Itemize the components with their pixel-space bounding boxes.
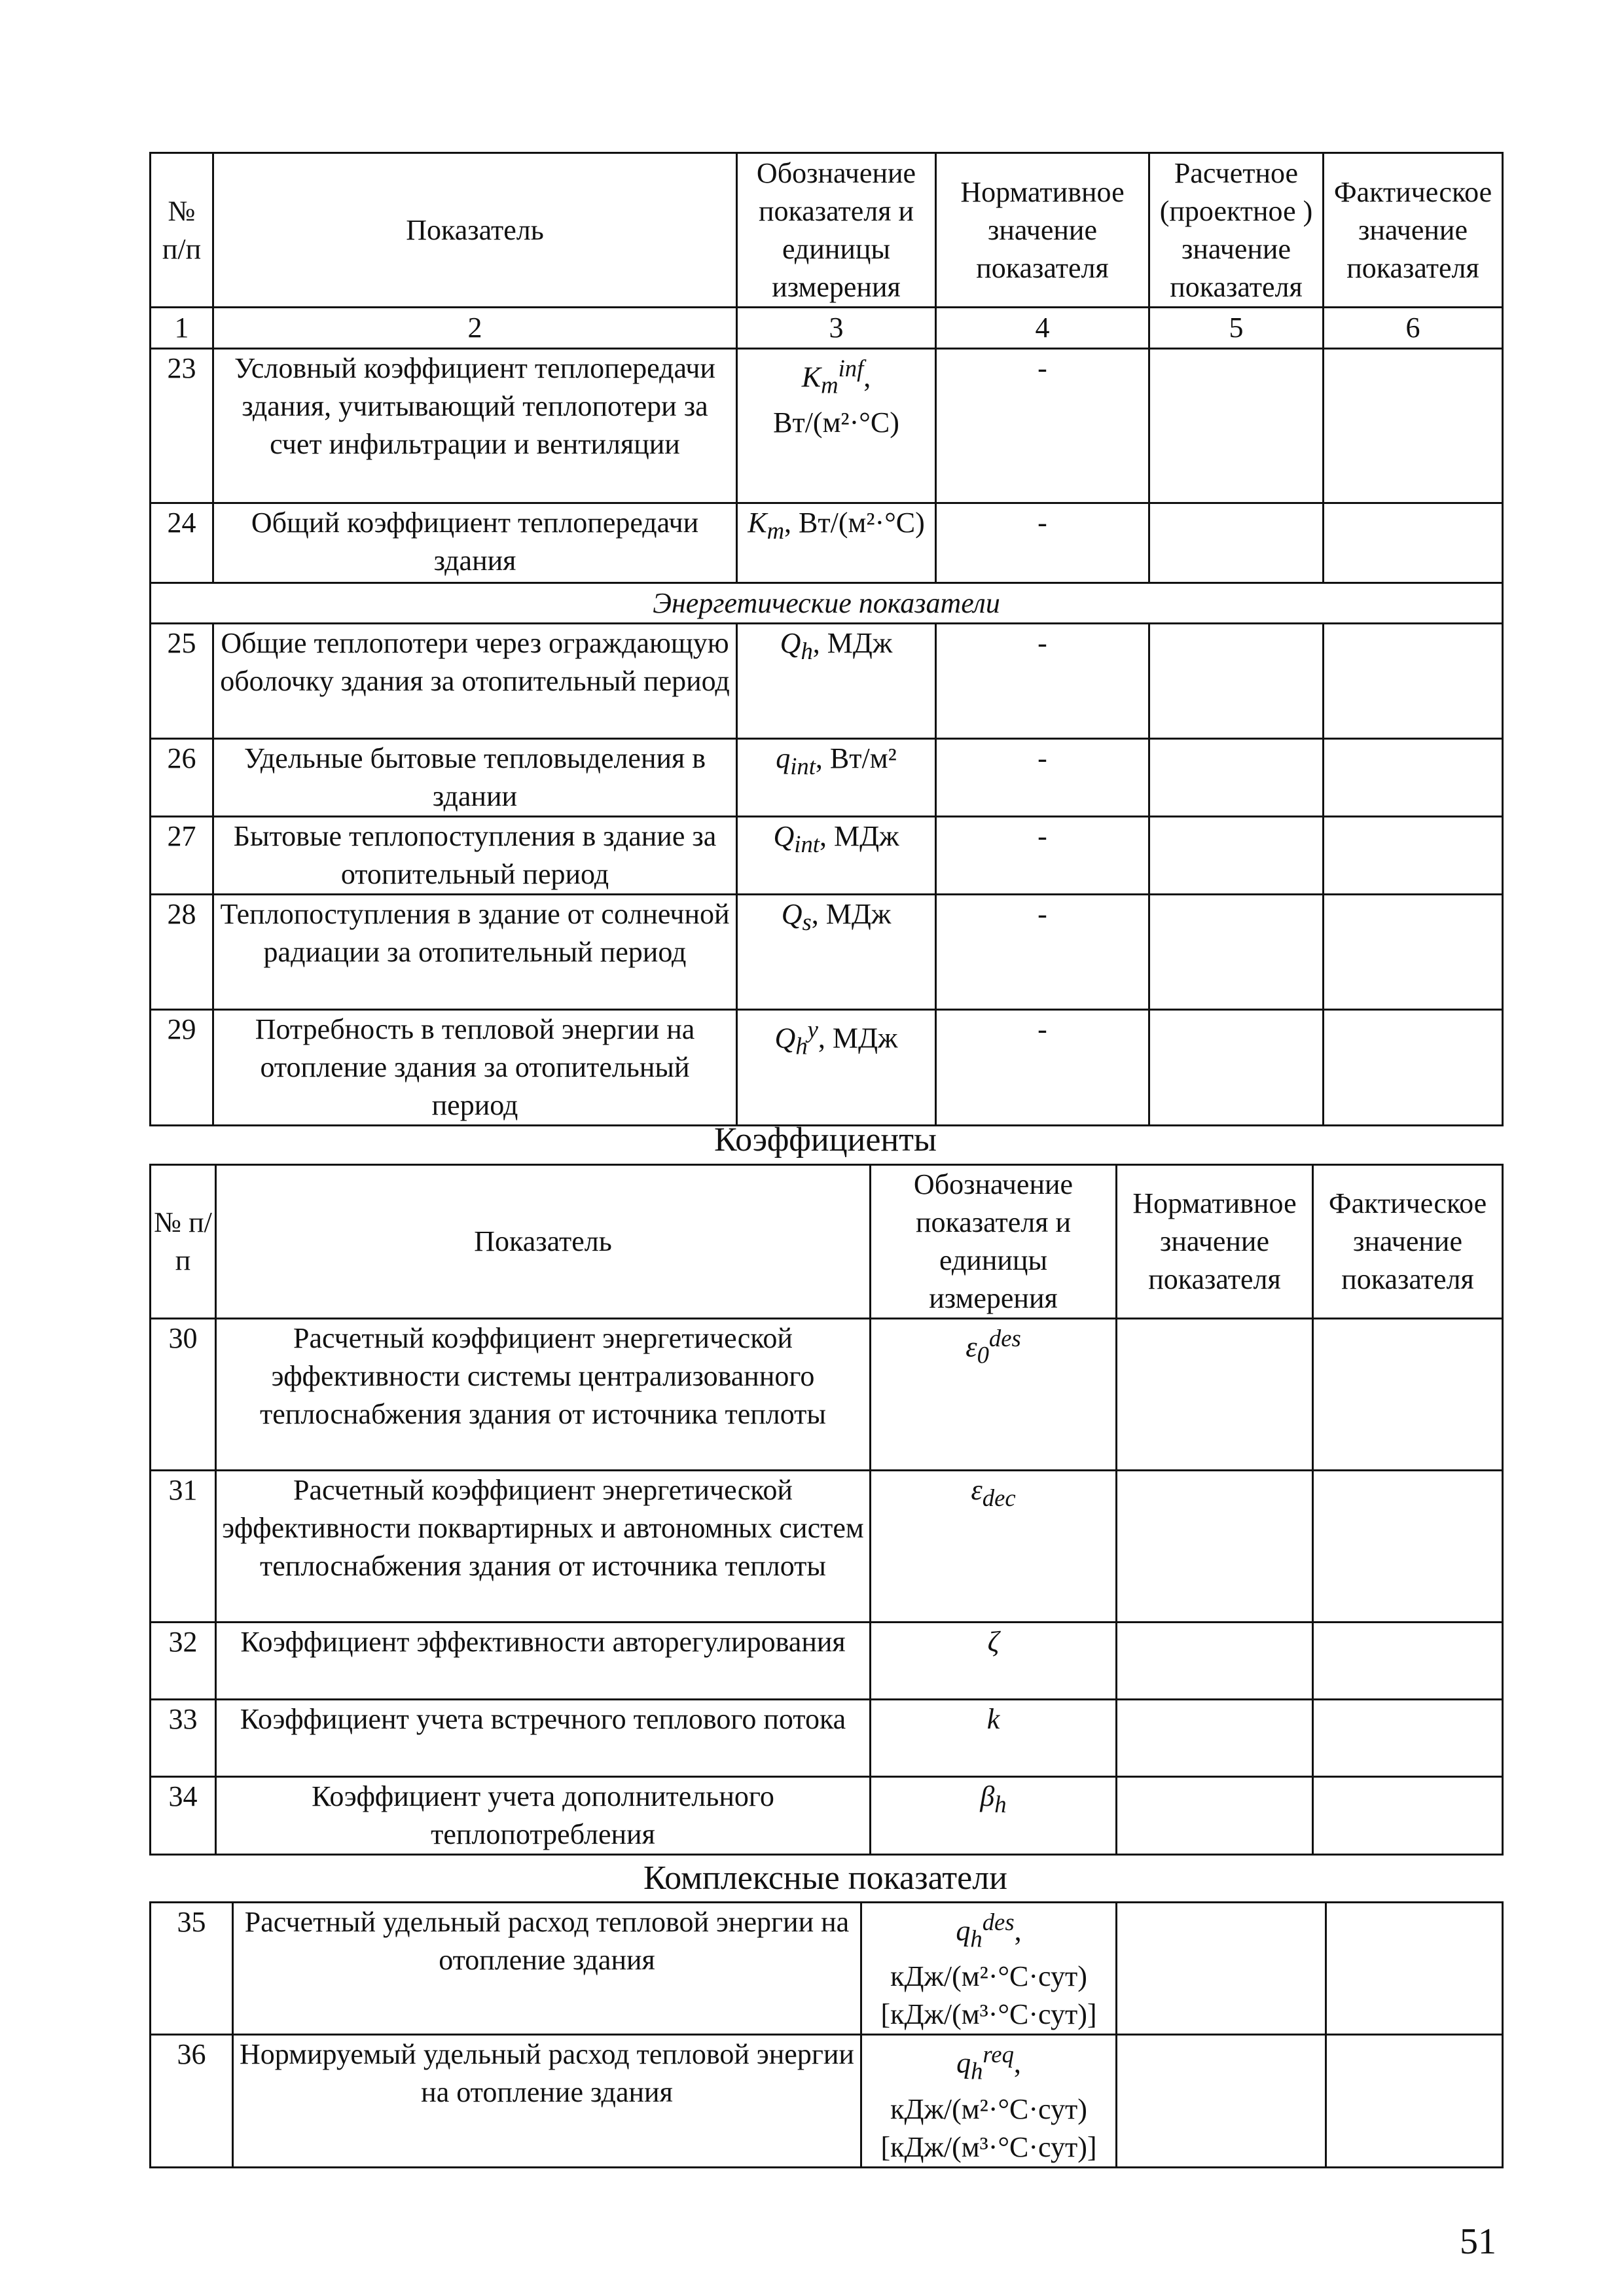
row-normative: - xyxy=(936,817,1149,895)
symbol-unit: кДж/(м²·°С·сут) xyxy=(890,1960,1087,1993)
symbol-sup: des xyxy=(982,1909,1015,1935)
row-num: 25 xyxy=(151,624,213,739)
symbol-letter: Q xyxy=(781,898,803,930)
row-actual xyxy=(1324,1010,1503,1126)
symbol-unit: , МДж xyxy=(819,820,899,852)
col-number: 5 xyxy=(1149,308,1324,349)
symbol-letter: q xyxy=(956,2047,971,2080)
symbol-sub: 0 xyxy=(977,1341,989,1369)
row-name: Коэффициент учета дополнительного теплопотребления xyxy=(216,1777,871,1855)
row-actual xyxy=(1313,1700,1503,1777)
symbol-letter: Q xyxy=(774,1022,796,1054)
row-num: 32 xyxy=(151,1623,216,1700)
row-symbol xyxy=(737,349,936,503)
row-num: 33 xyxy=(151,1700,216,1777)
table-row xyxy=(151,1623,1503,1700)
header-actual: Фактическое значение показателя xyxy=(1324,153,1503,308)
row-num: 24 xyxy=(151,503,213,583)
row-design xyxy=(1149,895,1324,1010)
symbol-unit: , МДж xyxy=(818,1022,898,1054)
symbol-unit-alt: [кДж/(м³·°С·сут)] xyxy=(880,2130,1097,2163)
row-symbol xyxy=(737,817,936,895)
symbol-sub: h xyxy=(801,637,813,664)
row-design xyxy=(1149,349,1324,503)
row-actual xyxy=(1324,624,1503,739)
header-indicator: Показатель xyxy=(216,1165,871,1319)
row-actual xyxy=(1324,817,1503,895)
row-normative xyxy=(1117,1319,1313,1471)
row-actual xyxy=(1324,739,1503,817)
row-actual xyxy=(1313,1777,1503,1855)
row-normative: - xyxy=(936,739,1149,817)
row-normative xyxy=(1117,1903,1326,2035)
row-symbol xyxy=(871,1623,1117,1700)
row-symbol xyxy=(737,624,936,739)
header-symbol: Обозначение показателя и единицы измерения xyxy=(737,153,936,308)
row-num: 29 xyxy=(151,1010,213,1126)
symbol-unit: , Вт/м² xyxy=(815,742,897,774)
symbol-unit: , МДж xyxy=(811,898,892,930)
complex-indicators-table xyxy=(149,1901,1504,2168)
table-row xyxy=(151,1471,1503,1623)
row-symbol: $q_h^{des}$, кДж/(м²·°С·сут) [кДж/(м³·°С·сут)] xyxy=(861,1903,1117,2035)
row-symbol xyxy=(737,739,936,817)
row-design xyxy=(1149,1010,1324,1126)
row-name: Потребность в тепловой энергии на отопление здания за отопительный период xyxy=(213,1010,737,1126)
row-name: Теплопоступления в здание от солнечной радиации за отопительный период xyxy=(213,895,737,1010)
row-name: Удельные бытовые тепловыделения в здании xyxy=(213,739,737,817)
table-row xyxy=(151,739,1503,817)
symbol-sup: req xyxy=(983,2041,1014,2068)
row-actual xyxy=(1313,1319,1503,1471)
row-actual xyxy=(1326,2035,1503,2167)
row-symbol xyxy=(871,1319,1117,1471)
table-row xyxy=(151,817,1503,895)
row-num: 23 xyxy=(151,349,213,503)
table-row xyxy=(151,1319,1503,1471)
symbol-sub: int xyxy=(790,752,816,780)
table-row xyxy=(151,1777,1503,1855)
page-number: 51 xyxy=(1460,2221,1496,2262)
symbol-unit: , Вт/(м²·°С) xyxy=(784,507,925,539)
symbol-sub: m xyxy=(767,516,785,544)
symbol-sub: h xyxy=(970,1925,983,1952)
table-row xyxy=(151,349,1503,503)
row-normative: - xyxy=(936,1010,1149,1126)
col-number: 3 xyxy=(737,308,936,349)
row-normative xyxy=(1117,1777,1313,1855)
symbol-sup: des xyxy=(988,1325,1021,1352)
symbol-unit: , Вт/(м²·°С) xyxy=(773,361,899,439)
section-title: Энергетические показатели xyxy=(151,583,1503,624)
symbol-sup: y xyxy=(807,1016,818,1043)
header-normative: Нормативное значение показателя xyxy=(936,153,1149,308)
row-name: Условный коэффициент теплопередачи здания, учитывающий теплопотери за счет инфильтрации и вентиляции xyxy=(213,349,737,503)
row-symbol: $q_h^{req}$, кДж/(м²·°С·сут) [кДж/(м³·°С·сут)] xyxy=(861,2035,1117,2167)
table-row xyxy=(151,503,1503,583)
section-row xyxy=(151,583,1503,624)
row-actual xyxy=(1326,1903,1503,2035)
header-indicator: Показатель xyxy=(213,153,737,308)
col-number: 4 xyxy=(936,308,1149,349)
coefficients-table xyxy=(149,1164,1504,1856)
header-normative: Нормативное значение показателя xyxy=(1117,1165,1313,1319)
row-design xyxy=(1149,624,1324,739)
table-row xyxy=(151,895,1503,1010)
symbol-letter: q xyxy=(956,1914,971,1947)
symbol-letter: K xyxy=(748,507,767,539)
header-symbol: Обозначение показателя и единицы измерения xyxy=(871,1165,1117,1319)
symbol-unit: , МДж xyxy=(812,627,893,659)
row-actual xyxy=(1313,1471,1503,1623)
col-number: 1 xyxy=(151,308,213,349)
row-symbol xyxy=(737,895,936,1010)
row-actual xyxy=(1324,349,1503,503)
section-heading-coefficients: Коэффициенты xyxy=(714,1121,937,1158)
symbol-letter: ζ xyxy=(987,1626,1000,1658)
row-num: 26 xyxy=(151,739,213,817)
row-normative xyxy=(1117,1471,1313,1623)
row-symbol xyxy=(871,1471,1117,1623)
row-num: 35 xyxy=(151,1903,233,2035)
table-row xyxy=(151,1010,1503,1126)
symbol-sub: int xyxy=(794,830,820,857)
table-row xyxy=(151,2035,1503,2167)
symbol-letter: ε xyxy=(965,1331,977,1363)
row-num: 28 xyxy=(151,895,213,1010)
symbol-unit: кДж/(м²·°С·сут) xyxy=(890,2092,1087,2125)
row-symbol xyxy=(871,1777,1117,1855)
table-header-row xyxy=(151,1165,1503,1319)
row-normative: - xyxy=(936,624,1149,739)
symbol-unit-alt: [кДж/(м³·°С·сут)] xyxy=(880,1998,1097,2031)
table-row xyxy=(151,1700,1503,1777)
table-row xyxy=(151,624,1503,739)
row-name: Нормируемый удельный расход тепловой энергии на отопление здания xyxy=(233,2035,861,2167)
symbol-letter: q xyxy=(776,742,791,774)
row-actual xyxy=(1313,1623,1503,1700)
symbol-sub: s xyxy=(802,908,812,935)
row-name: Бытовые теплопоступления в здание за отопительный период xyxy=(213,817,737,895)
symbol-sup: inf xyxy=(838,355,864,382)
row-symbol xyxy=(737,503,936,583)
indicators-table xyxy=(149,152,1504,1126)
row-num: 31 xyxy=(151,1471,216,1623)
row-symbol xyxy=(871,1700,1117,1777)
section-heading-complex: Комплексные показатели xyxy=(643,1859,1007,1897)
column-numbers-row xyxy=(151,308,1503,349)
row-name: Общий коэффициент теплопередачи здания xyxy=(213,503,737,583)
row-normative: - xyxy=(936,895,1149,1010)
symbol-sub: h xyxy=(795,1032,808,1060)
table-header-row xyxy=(151,153,1503,308)
row-num: 36 xyxy=(151,2035,233,2167)
row-name: Общие теплопотери через ограждающую оболочку здания за отопительный период xyxy=(213,624,737,739)
row-normative xyxy=(1117,1623,1313,1700)
symbol-sub: h xyxy=(971,2057,983,2085)
row-design xyxy=(1149,503,1324,583)
symbol-letter: Q xyxy=(773,820,795,852)
row-normative xyxy=(1117,2035,1326,2167)
symbol-letter: ε xyxy=(971,1474,983,1506)
row-symbol xyxy=(737,1010,936,1126)
row-num: 30 xyxy=(151,1319,216,1471)
table-row xyxy=(151,1903,1503,2035)
row-name: Расчетный коэффициент энергетической эффективности системы централизованного теплоснабжения здания от источника теплоты xyxy=(216,1319,871,1471)
row-actual xyxy=(1324,895,1503,1010)
row-normative: - xyxy=(936,349,1149,503)
symbol-letter: k xyxy=(986,1703,1000,1735)
col-number: 6 xyxy=(1324,308,1503,349)
row-normative xyxy=(1117,1700,1313,1777)
row-name: Коэффициент учета встречного теплового потока xyxy=(216,1700,871,1777)
header-design: Расчетное (проектное ) значение показателя xyxy=(1149,153,1324,308)
symbol-letter: β xyxy=(980,1780,995,1812)
row-actual xyxy=(1324,503,1503,583)
header-num: № п/п xyxy=(151,153,213,308)
symbol-sub: h xyxy=(994,1790,1007,1818)
header-actual: Фактическое значение показателя xyxy=(1313,1165,1503,1319)
row-normative: - xyxy=(936,503,1149,583)
col-number: 2 xyxy=(213,308,737,349)
header-num: № п/п xyxy=(151,1165,216,1319)
row-num: 27 xyxy=(151,817,213,895)
row-name: Расчетный удельный расход тепловой энергии на отопление здания xyxy=(233,1903,861,2035)
symbol-sub: m xyxy=(821,371,839,399)
row-name: Расчетный коэффициент энергетической эффективности поквартирных и автономных систем теплоснабжения здания от источника теплоты xyxy=(216,1471,871,1623)
row-design xyxy=(1149,817,1324,895)
symbol-sub: dec xyxy=(982,1484,1016,1511)
symbol-letter: Q xyxy=(780,627,801,659)
symbol-letter: K xyxy=(801,361,821,393)
row-name: Коэффициент эффективности авторегулирования xyxy=(216,1623,871,1700)
row-num: 34 xyxy=(151,1777,216,1855)
row-design xyxy=(1149,739,1324,817)
